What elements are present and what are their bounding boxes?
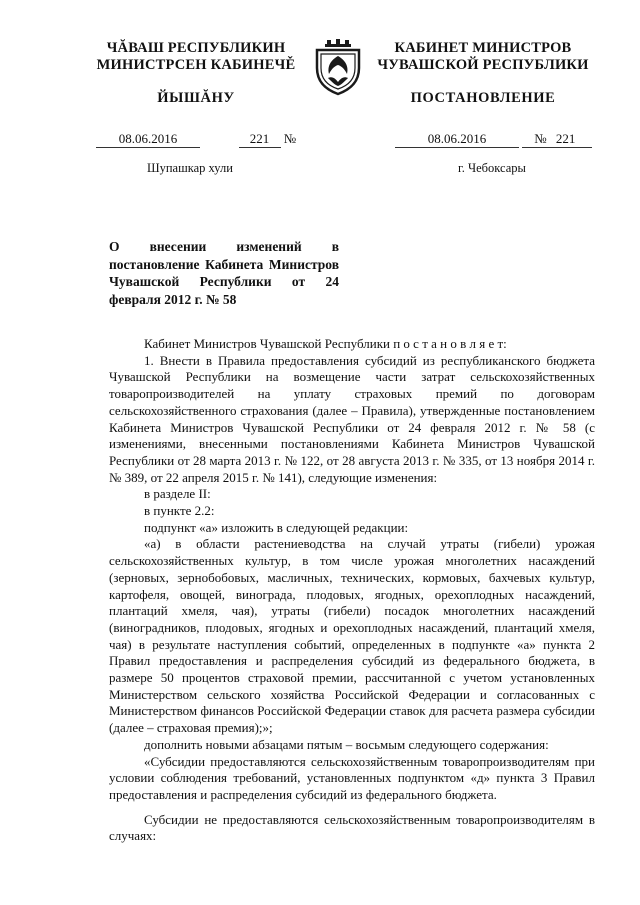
body-paragraph-1: Кабинет Министров Чувашской Республики п о с т а н о в л я е т: [144, 336, 507, 351]
header-left-line1: ЧĂВАШ РЕСПУБЛИКИН [106, 40, 286, 56]
header-left-title: ЙЫШĂНУ [157, 90, 235, 106]
body-paragraph-7: дополнить новыми абзацами пятым – восьмым следующего содержания: [144, 736, 549, 752]
body-paragraph-6: «а) в области растениеводства на случай утраты (гибели) урожая сельскохозяйственных культур, в том числе урожая многолетних насаждений (зерновых, зернобобовых, масличных, технических, кормовых, бахчевых культур, картофеля, овощей, винограда, плодовых, ягодных, орехоплодных насаждений, плантаций хмеля, чая), утраты (гибели) посадок многолетних насаждений (виноградников, плодовых, ягодных и орехоплодных насаждений, плантаций хмеля, чая) в результате наступления событий, определенных в подпункте «а» пункта 2 Правил предоставления и распределения субсидий из федерального бюджета, в размере 50 процентов страховой премии, рассчитанной с учетом установленных Министерством сельского хозяйства Российской Федерации и согласованных с Министерством финансов Российской Федерации ставок для расчета размера субсидии (далее – страховая премия);»; [109, 536, 595, 736]
body-paragraph-5: подпункт «а» изложить в следующей редакции: [144, 519, 409, 535]
header-right-line2: ЧУВАШСКОЙ РЕСПУБЛИКИ [377, 57, 589, 73]
coat-of-arms-emblem [311, 38, 365, 96]
number-right-field [522, 131, 592, 148]
date-left: 08.06.2016 [96, 131, 200, 148]
city-right: г. Чебоксары [458, 161, 526, 175]
header-right-title: ПОСТАНОВЛЕНИЕ [410, 90, 556, 106]
document-subject: О внесении изменений в постановление Кабинета Министров Чувашской Республики от 24 февраля 2012 г. № 58 [109, 239, 339, 307]
body-paragraph-3: в разделе II: [144, 486, 211, 502]
body-paragraph-4: в пункте 2.2: [144, 503, 215, 519]
number-sign-right: № [534, 131, 547, 146]
header-left-block [96, 40, 296, 107]
header-right-block [376, 40, 590, 107]
header-right-line1: КАБИНЕТ МИНИСТРОВ [394, 40, 572, 56]
number-left: 221 [239, 131, 281, 148]
number-right: 221 [555, 131, 576, 146]
city-left: Шупашкар хули [147, 161, 233, 175]
document-body [109, 336, 595, 845]
emblem-icon [311, 38, 365, 96]
number-sign-left: № [283, 131, 297, 146]
date-right: 08.06.2016 [395, 131, 519, 148]
body-paragraph-9: Субсидии не предоставляются сельскохозяйственным товаропроизводителям в случаях: [109, 811, 595, 844]
body-paragraph-2: 1. Внести в Правила предоставления субсидий из республиканского бюджета Чувашской Республики на возмещение части затрат сельскохозяйственных товаропроизводителей на уплату страховых премий по договорам сельскохозяйственного страхования (далее – Правила), утвержденные постановлением Кабинета Министров Чувашской Республики от 24 февраля 2012 г. № 58 (с изменениями, внесенными постановлениями Кабинета Министров Чувашской Республики от 28 марта 2013 г. № 122, от 28 августа 2013 г. № 335, от 13 ноября 2014 г. № 389, от 22 апреля 2015 г. № 141), следующие изменения: [109, 352, 595, 485]
header-left-line2: МИНИСТРСЕН КАБИНЕЧĚ [96, 57, 296, 73]
body-paragraph-8: «Субсидии предоставляются сельскохозяйственным товаропроизводителям при условии соблюдения требований, установленных подпунктом «д» пункта 3 Правил предоставления и распределения субсидий из федерального бюджета. [109, 753, 595, 802]
date-number-right [395, 131, 592, 148]
date-number-left [96, 131, 296, 148]
